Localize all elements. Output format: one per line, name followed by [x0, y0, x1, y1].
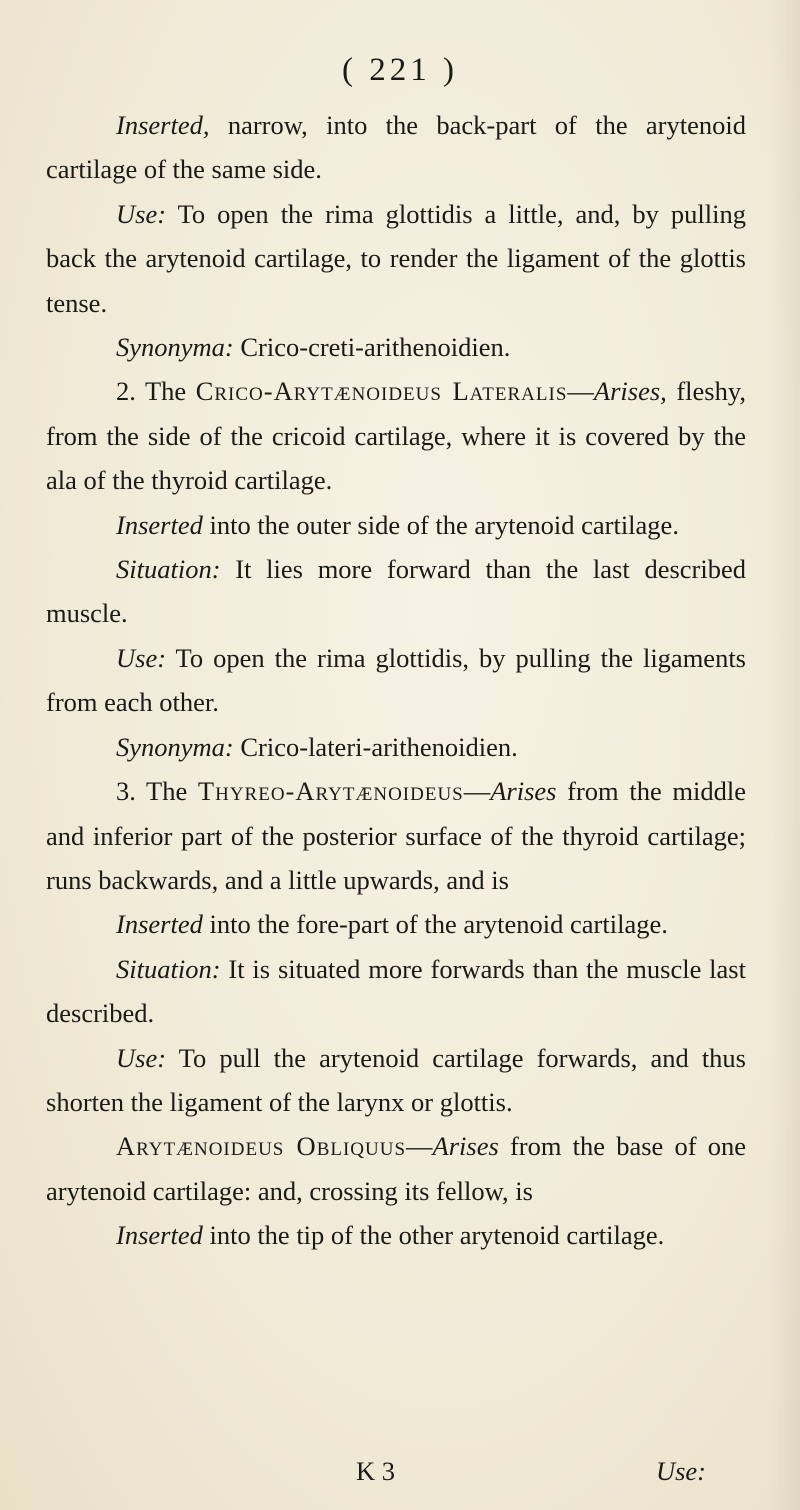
em-dash: — [567, 376, 594, 407]
paragraph-muscle-obliquus [46, 1124, 746, 1213]
paragraph-inserted [46, 902, 746, 946]
paragraph-pre: The [135, 376, 196, 407]
paragraph-text: To pull the arytenoid cartilage forwards, and thus shorten the ligament of the larynx or glottis. [46, 1042, 746, 1117]
paragraph-inserted [46, 1213, 746, 1257]
paragraph-label: Inserted [116, 509, 203, 540]
muscle-name: Crico-Arytænoideus Lateralis [195, 376, 568, 407]
em-dash: — [463, 776, 491, 807]
muscle-name: Thyreo-Arytænoideus [197, 776, 464, 807]
paragraph-label: Arises [432, 1131, 499, 1162]
paragraph-text: from the middle and inferior part of the posterior surface of the thyroid cartilage; runs backwards, and a little upwards, and is [46, 776, 746, 895]
paragraph-synonyma [46, 725, 746, 769]
catchword: Use: [655, 1456, 706, 1486]
signature-mark: K 3 [356, 1456, 396, 1486]
paragraph-text: To open the rima glottidis, by pulling the ligaments from each other. [46, 642, 746, 718]
section-number: 2. [116, 376, 136, 407]
paragraph-text: To open the rima glottidis a little, and, by pulling back the arytenoid cartilage, to render the ligament of the glottis tense. [46, 198, 746, 318]
paragraph-text: Crico-lateri-arithenoidien. [233, 731, 518, 762]
paragraph-label: Synonyma: [116, 332, 234, 363]
paragraph-label: Synonyma: [116, 731, 234, 762]
paragraph-label: Situation: [116, 953, 221, 984]
paragraph-text: into the fore-part of the arytenoid cartilage. [202, 909, 668, 940]
page-edge-shadow [770, 0, 800, 1510]
page-number-header: ( 221 ) [342, 52, 458, 88]
paragraph-inserted [46, 503, 746, 547]
paragraph-use [46, 192, 746, 325]
paragraph-text: It is situated more forwards than the muscle last described. [46, 953, 746, 1029]
paragraph-label: Use: [116, 1042, 167, 1073]
paragraph-text: It lies more forward than the last described muscle. [46, 554, 746, 629]
paragraph-label: Use: [116, 198, 167, 229]
paragraph-label: Inserted [116, 909, 203, 940]
paragraph-text: into the tip of the other arytenoid cartilage. [202, 1220, 665, 1251]
paragraph-situation [46, 947, 746, 1036]
paragraph-text: narrow, into the back-part of the arytenoid cartilage of the same side. [46, 110, 746, 185]
paragraph-label: Arises [490, 776, 557, 807]
section-number: 3. [116, 776, 136, 807]
paragraph-pre: The [135, 776, 198, 807]
page-footer [46, 1456, 746, 1496]
paragraph-use [46, 636, 746, 725]
paragraph-label: Inserted, [116, 110, 210, 140]
em-dash: — [406, 1131, 433, 1162]
paragraph-text: Crico-creti-arithenoidien. [233, 332, 511, 363]
paragraph-label: Use: [116, 642, 167, 673]
paragraph-muscle-2 [46, 369, 746, 502]
page-body [46, 103, 746, 1258]
paragraph-label: Situation: [116, 554, 221, 585]
paragraph-text: into the outer side of the arytenoid cartilage. [202, 509, 679, 540]
paragraph-synonyma [46, 325, 746, 369]
paragraph-label: Inserted [116, 1220, 203, 1251]
paragraph-use [46, 1036, 746, 1125]
paragraph-label: Arises, [593, 376, 667, 407]
paragraph-situation [46, 547, 746, 636]
paragraph-inserted [46, 103, 746, 192]
paragraph-text: fleshy, from the side of the cricoid cartilage, where it is covered by the ala of the thyroid cartilage. [46, 376, 746, 496]
muscle-name: Arytænoideus Obliquus [116, 1131, 407, 1162]
paragraph-text: from the base of one arytenoid cartilage: and, crossing its fellow, is [46, 1131, 747, 1206]
paragraph-muscle-3 [46, 769, 746, 902]
